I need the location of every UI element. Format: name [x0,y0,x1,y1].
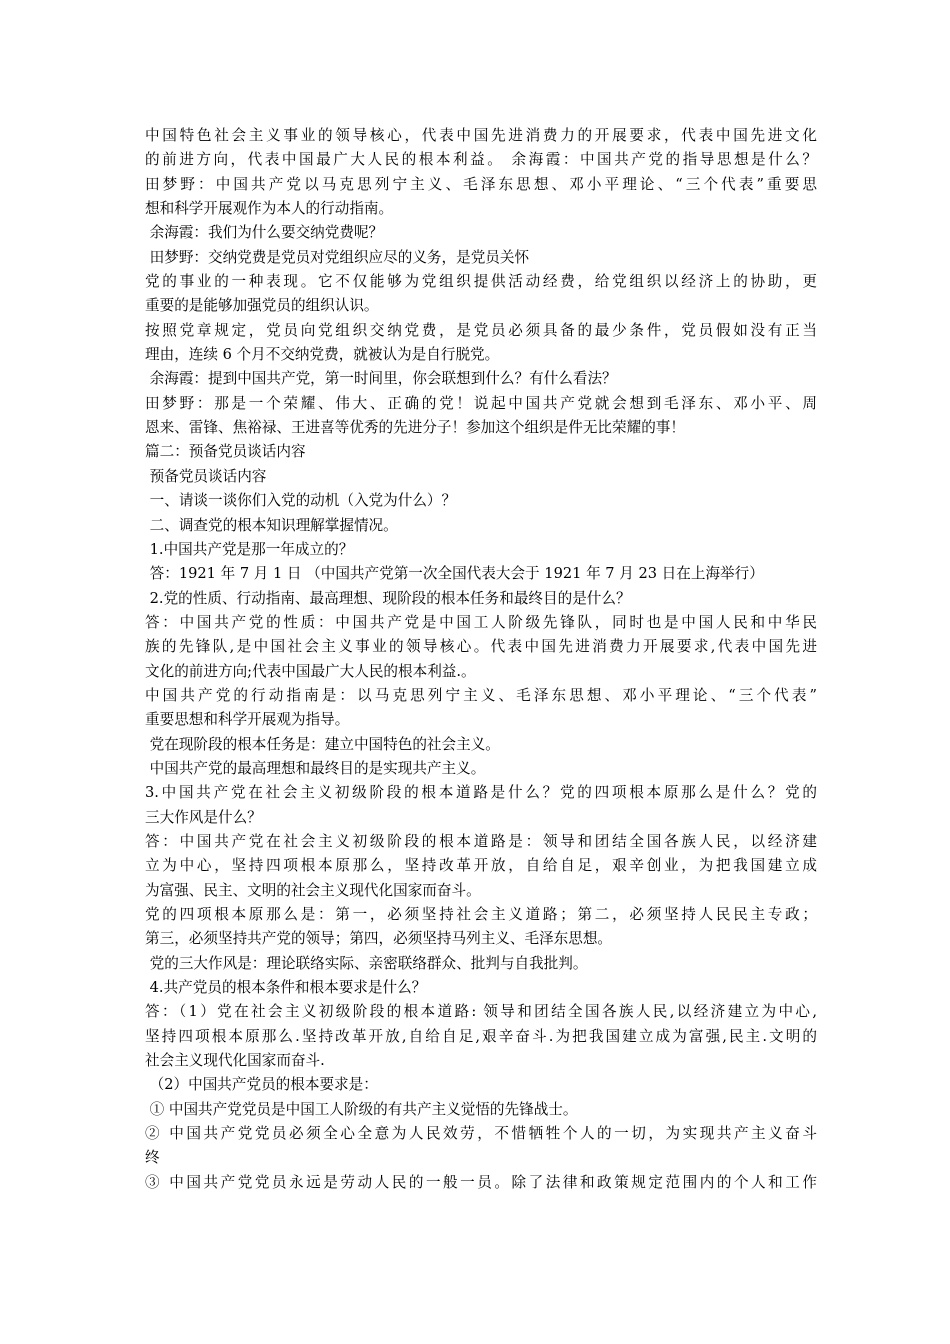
text-line: 党的三大作风是：理论联络实际、亲密联络群众、批判与自我批判。 [145,954,588,972]
text-line: 中国特色社会主义事业的领导核心，代表中国先进消费力的开展要求，代表中国先进文化 [145,127,817,144]
text-line: 答：中国共产党的性质：中国共产党是中国工人阶级先锋队，同时也是中国人民和中华民 [145,613,817,631]
text-line: 坚持四项根本原那么.坚持改革开放,自给自足,艰辛奋斗.为把我国建立成为富强,民主.文明的 [145,1027,817,1045]
text-line: ② 中国共产党党员必须全心全意为人民效劳，不惜牺牲个人的一切，为实现共产主义奋斗 [145,1125,817,1143]
text-line: 重要的是能够加强党员的组织认识。 [145,297,379,315]
text-line: 为富强、民主、文明的社会主义现代化国家而奋斗。 [145,881,481,899]
text-line: 终 [145,1149,160,1167]
text-line: 田梦野：中国共产党以马克思列宁主义、毛泽东思想、邓小平理论、“三个代表”重要思 [145,175,817,193]
document-page [145,124,817,1195]
text-line: 一、请谈一谈你们入党的动机（入党为什么）？ [145,492,457,510]
text-line: 预备党员谈话内容 [145,467,267,485]
text-line: 立为中心，坚持四项根本原那么，坚持改革开放，自给自足，艰辛创业，为把我国建立成 [145,857,817,875]
text-line: 党的事业的一种表现。它不仅能够为党组织提供活动经费，给党组织以经济上的协助，更 [145,273,817,291]
text-line: 田梦野：交纳党费是党员对党组织应尽的义务，是党员关怀 [145,248,530,266]
text-line: 余海霞：提到中国共产党，第一时间里，你会联想到什么？有什么看法？ [145,370,617,388]
text-line: ① 中国共产党党员是中国工人阶级的有共产主义觉悟的先锋战士。 [145,1100,578,1118]
text-line: 党在现阶段的根本任务是：建立中国特色的社会主义。 [145,735,500,753]
text-line: ③ 中国共产党党员永远是劳动人民的一般一员。除了法律和政策规定范围内的个人和工作 [145,1173,817,1191]
text-line: 1.中国共产党是那一年成立的？ [145,540,354,558]
text-line: 党的四项根本原那么是：第一，必须坚持社会主义道路；第二，必须坚持人民民主专政； [145,906,817,923]
text-line: 2.党的性质、行动指南、最高理想、现阶段的根本任务和最终目的是什么？ [145,589,631,607]
text-line: （2）中国共产党员的根本要求是： [145,1076,378,1094]
text-line: 的前进方向，代表中国最广大人民的根本利益。 余海霞：中国共产党的指导思想是什么？ [145,151,817,169]
text-line: 社会主义现代化国家而奋斗. [145,1052,325,1070]
text-line: 恩来、雷锋、焦裕禄、王进喜等优秀的先进分子！参加这个组织是件无比荣耀的事！ [145,419,685,437]
text-line: 想和科学开展观作为本人的行动指南。 [145,200,394,218]
text-line: 族的先锋队,是中国社会主义事业的领导核心。代表中国先进消费力开展要求,代表中国先进 [145,638,817,656]
text-line: 篇二：预备党员谈话内容 [145,443,306,461]
text-line: 三大作风是什么？ [145,808,262,826]
text-line: 第三，必须坚持共产党的领导；第四，必须坚持马列主义、毛泽东思想。 [145,930,613,948]
text-line: 理由，连续 6 个月不交纳党费，就被认为是自行脱党。 [145,346,500,364]
text-line: 中国共产党的最高理想和最终目的是实现共产主义。 [145,759,486,777]
text-line: 中国共产党的行动指南是：以马克思列宁主义、毛泽东思想、邓小平理论、“三个代表” [145,686,817,704]
text-line: 重要思想和科学开展观为指导。 [145,711,350,729]
text-line: 答：1921 年 7 月 1 日 （中国共产党第一次全国代表大会于 1921 年 7 月 23 日在上海举行） [145,565,764,583]
text-line: 余海霞：我们为什么要交纳党费呢？ [145,224,384,242]
text-line: 答：（1）党在社会主义初级阶段的根本道路: 领导和团结全国各族人民,以经济建立为中心, [145,1003,817,1021]
text-line: 二、调查党的根本知识理解掌握情况。 [145,516,398,534]
text-line: 按照党章规定，党员向党组织交纳党费，是党员必须具备的最少条件，党员假如没有正当 [145,321,817,339]
text-line: 文化的前进方向;代表中国最广大人民的根本利益.。 [145,662,476,680]
text-line: 3.中国共产党在社会主义初级阶段的根本道路是什么？党的四项根本原那么是什么？党的 [145,784,817,802]
text-line: 4.共产党员的根本条件和根本要求是什么？ [145,979,427,997]
text-line: 田梦野：那是一个荣耀、伟大、正确的党！说起中国共产党就会想到毛泽东、邓小平、周 [145,394,817,412]
text-line: 答：中国共产党在社会主义初级阶段的根本道路是：领导和团结全国各族人民，以经济建 [145,832,817,850]
